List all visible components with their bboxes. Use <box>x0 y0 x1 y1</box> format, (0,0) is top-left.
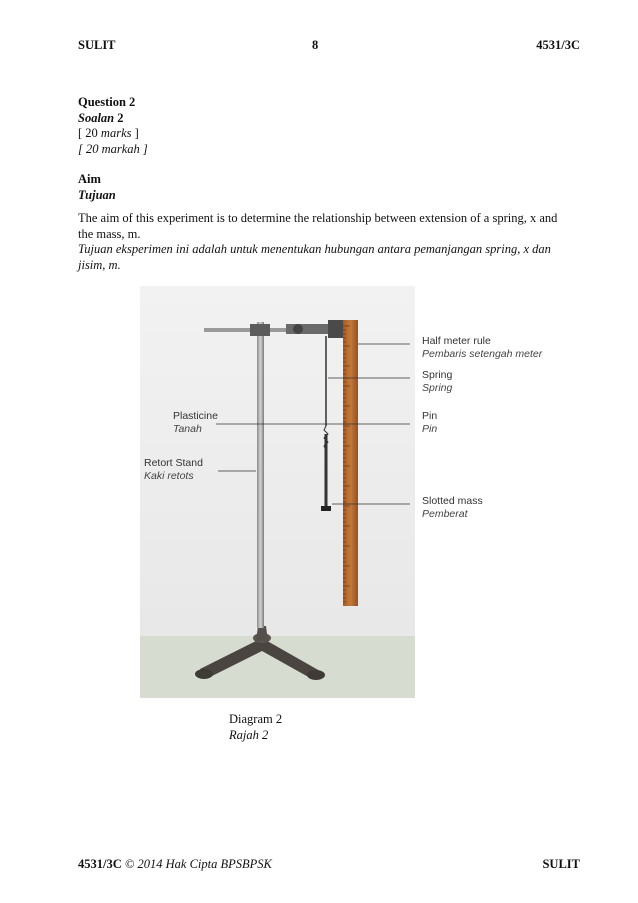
label-spring-en: Spring <box>422 369 453 381</box>
label-slotted-mass-ms: Pemberat <box>422 508 468 520</box>
header-paper-code: 4531/3C <box>536 38 580 52</box>
aim-heading-en: Aim <box>78 172 101 186</box>
question-title-en: Question 2 <box>78 95 136 109</box>
diagram-caption-en: Diagram 2 <box>229 712 283 726</box>
label-spring-ms: Spring <box>422 382 453 394</box>
label-pin-en: Pin <box>422 410 438 422</box>
marks-ms: [ 20 markah ] <box>78 141 148 156</box>
label-half-meter-rule-en: Half meter rule <box>422 335 491 347</box>
aim-heading-ms: Tujuan <box>78 187 116 202</box>
diagram-caption-ms: Rajah 2 <box>229 728 269 742</box>
question-title-ms: Soalan 2 <box>78 110 124 125</box>
marks-en: [ 20 marks ] <box>78 126 139 140</box>
label-half-meter-rule-ms: Pembaris setengah meter <box>422 348 543 360</box>
header-sulit: SULIT <box>78 38 116 52</box>
label-retort-stand-en: Retort Stand <box>144 457 203 469</box>
label-plasticine-ms: Tanah <box>173 423 202 435</box>
label-slotted-mass-en: Slotted mass <box>422 495 483 507</box>
label-retort-stand-ms: Kaki retots <box>144 470 194 482</box>
footer-sulit: SULIT <box>542 857 580 871</box>
aim-heading <box>78 172 116 203</box>
page-number: 8 <box>312 38 319 52</box>
label-pin-ms: Pin <box>422 423 438 435</box>
aim-text-ms: Tujuan eksperimen ini adalah untuk menentukan hubungan antara pemanjangan spring, x dan jisim, m. <box>78 242 551 272</box>
diagram-labels <box>140 286 600 698</box>
aim-text-en: The aim of this experiment is to determine the relationship between extension of a spring, x and the mass, m. <box>78 211 558 241</box>
footer-copyright: 4531/3C © 2014 Hak Cipta BPSBPSK <box>78 857 272 871</box>
label-plasticine-en: Plasticine <box>173 410 218 422</box>
question-heading <box>78 95 148 157</box>
